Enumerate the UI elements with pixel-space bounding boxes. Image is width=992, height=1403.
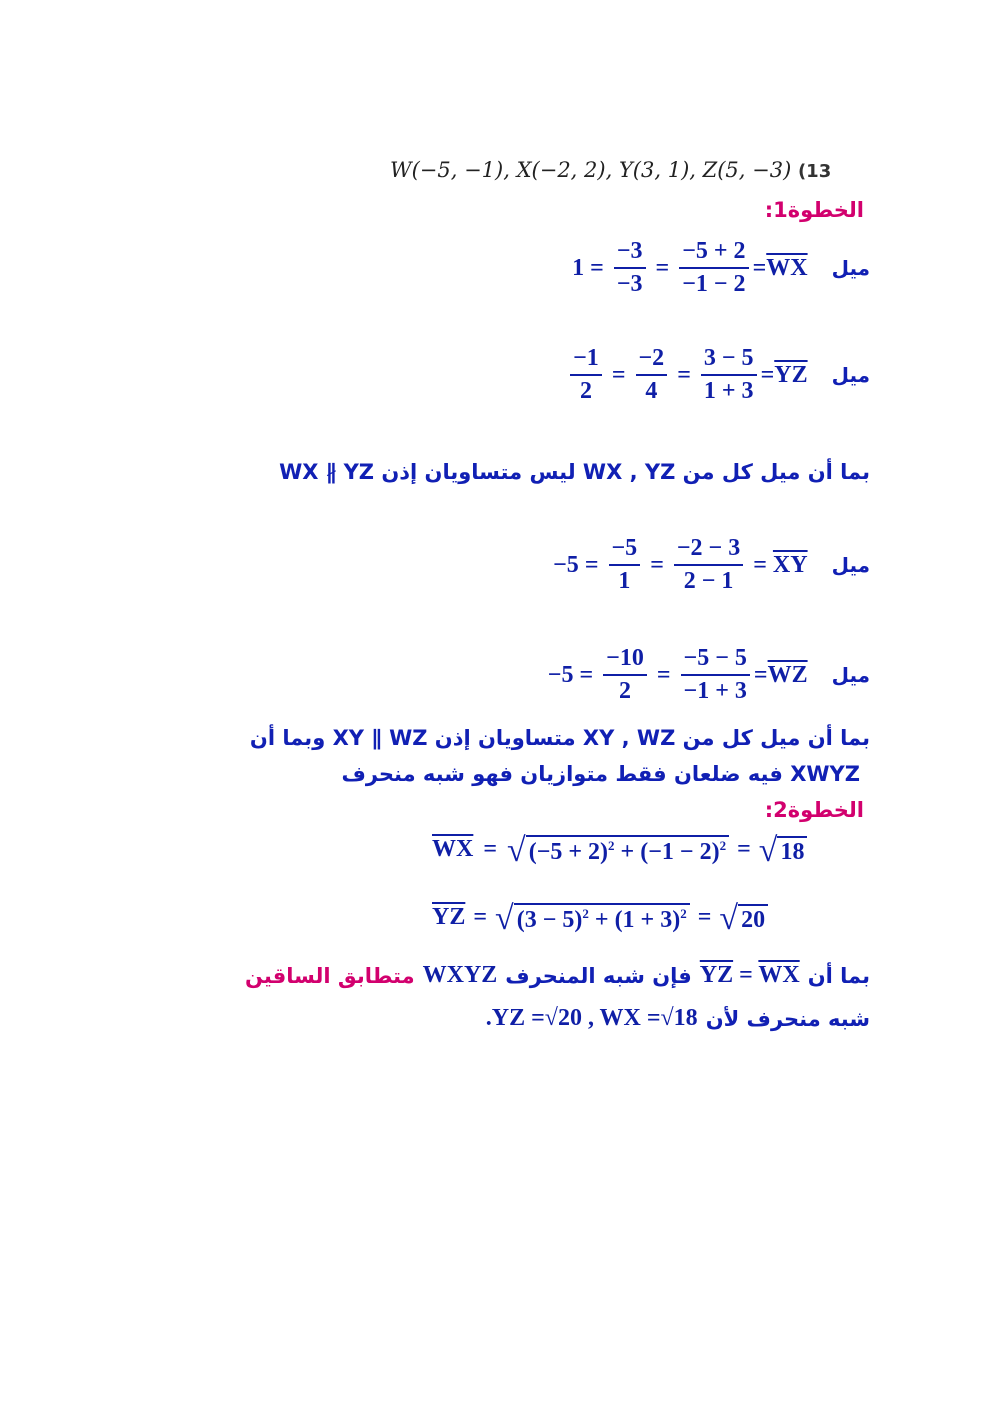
slope-label: ميل	[831, 553, 870, 577]
isosceles-label: متطابق الساقين	[245, 963, 415, 988]
slope-result: −5	[553, 551, 579, 578]
conclusion-text: شبه منحرف لأن	[705, 1006, 870, 1031]
segment-wx: $\overline{WX}$	[766, 254, 808, 281]
problem-number: (13	[797, 161, 832, 182]
slope-result: −5	[547, 661, 574, 688]
slope-xy-row: −5 = $\frac{-5}{1}$ = $\frac{-2 - 3}{2 - 1}$ = $\overline{XY}$ ميل	[553, 535, 870, 594]
conclusion-line1	[245, 962, 870, 989]
sqrt-result: √ 18	[759, 832, 808, 866]
slope-fraction: $\frac{-10}{2}$	[603, 645, 647, 705]
slope-wx-row: 1 = $\frac{-3}{-3}$ = $\frac{-5 + 2}{-1 - 2}$ = $\overline{WX}$ ميل	[572, 238, 870, 297]
segment-wz: $\overline{WZ}$	[767, 661, 808, 688]
segment-wx: $\overline{WX}$	[432, 835, 474, 862]
segment-xy: $\overline{XY}$	[772, 551, 808, 578]
shape-name: WXYZ	[422, 962, 498, 988]
sqrt-expression: √ $(3 - 5)^2 + (1 + 3)^2$	[495, 900, 690, 934]
sqrt-expression: √ $(-5 + 2)^2 + (-1 - 2)^2$	[507, 832, 729, 866]
slope-fraction: $\frac{-3}{-3}$	[614, 238, 646, 298]
equal-segments: $\overline{YZ} = \overline{WX}$	[699, 962, 800, 988]
slope-result: 1	[572, 254, 585, 281]
slope-label: ميل	[831, 663, 870, 687]
problem-statement	[390, 158, 831, 182]
slope-fraction: $\frac{3 - 5}{1 + 3}$	[701, 345, 757, 405]
length-wx-row: $\overline{WX}$ = √ $(-5 + 2)^2 + (-1 - 2)^2$ = √ 18	[432, 832, 807, 866]
slope-fraction: $\frac{-5}{1}$	[609, 535, 641, 595]
slope-fraction: $\frac{-2 - 3}{2 - 1}$	[674, 535, 743, 595]
step1-label: الخطوة1:	[764, 198, 864, 222]
conclusion-text: فإن شبه المنحرف	[505, 963, 692, 988]
slope-label: ميل	[831, 256, 870, 280]
problem-points: W(−5, −1), X(−2, 2), Y(3, 1), Z(5, −3)	[390, 158, 792, 182]
length-yz-row: $\overline{YZ}$ = √ $(3 - 5)^2 + (1 + 3)^2$ = √ 20	[432, 900, 768, 934]
conclusion-text: بما أن	[807, 963, 870, 988]
conclusion-line2	[486, 1005, 870, 1032]
sqrt-result: √ 20	[719, 900, 768, 934]
slope-fraction: $\frac{-5 + 2}{-1 - 2}$	[679, 238, 748, 298]
parallel-statement-line1: بما أن ميل كل من XY , WZ متساويان إذن XY ∥ WZ وبما أن	[249, 726, 870, 750]
segment-yz: $\overline{YZ}$	[432, 903, 466, 930]
slope-yz-row: $\frac{-1}{2}$ = $\frac{-2}{4}$ = $\frac{3 - 5}{1 + 3}$ = $\overline{YZ}$ ميل	[566, 345, 870, 405]
parallel-statement-line2: XWYZ فيه ضلعان فقط متوازيان فهو شبه منحرف	[341, 762, 860, 786]
step2-label: الخطوة2:	[764, 798, 864, 822]
slope-label: ميل	[831, 363, 870, 387]
slope-fraction: $\frac{-5 - 5}{-1 + 3}$	[681, 645, 750, 705]
slope-fraction: $\frac{-2}{4}$	[636, 345, 668, 405]
slope-fraction: $\frac{-1}{2}$	[570, 345, 602, 405]
conclusion-values: .YZ =√20 , WX =√18	[485, 1005, 698, 1031]
not-parallel-statement: بما أن ميل كل من WX , YZ ليس متساويان إذن WX ∦ YZ	[279, 460, 870, 484]
slope-wz-row: −5 = $\frac{-10}{2}$ = $\frac{-5 - 5}{-1 + 3}$ = $\overline{WZ}$ ميل	[547, 645, 870, 704]
segment-yz: $\overline{YZ}$	[774, 361, 808, 388]
